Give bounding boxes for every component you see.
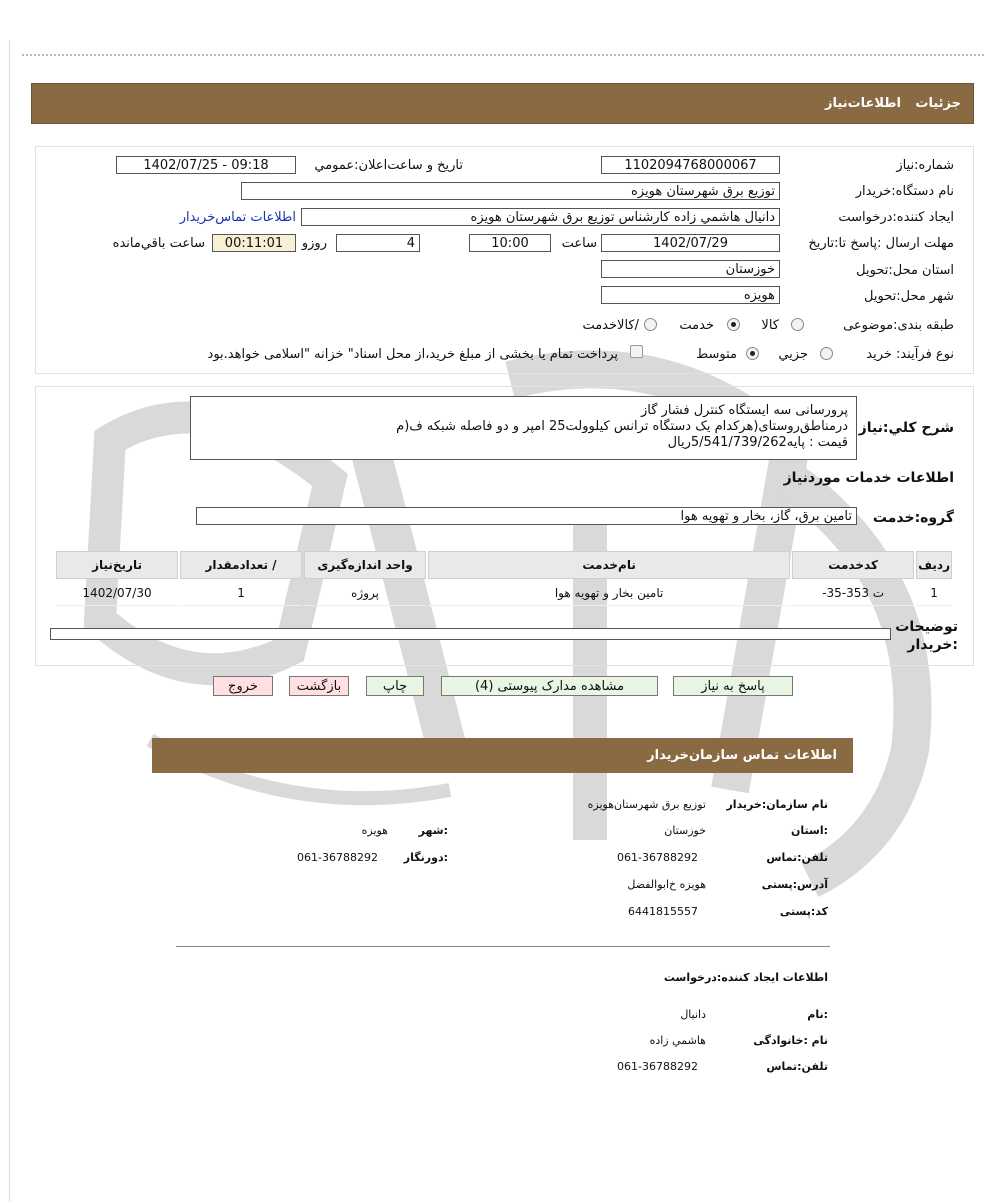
tab-details[interactable]: جزئيات [915, 96, 961, 111]
back-button[interactable]: بازگشت [289, 676, 349, 696]
top-dotted-divider [22, 54, 984, 56]
summary-line: درمناطق‌روستای(هرکدام یک دستگاه ترانس کیلوولت25 امپر و دو فاصله شبکه ف(م [396, 419, 848, 434]
contact-province-label: :استان [791, 824, 828, 837]
services-table [54, 549, 954, 608]
first-name-label: :نام [807, 1008, 828, 1021]
last-name-value: هاشمي زاده [649, 1034, 706, 1047]
address-value: هويزه خ‌ابوالفضل [627, 878, 706, 891]
postal-label: کد:پستی [779, 905, 828, 918]
category-goods-service-radio[interactable] [644, 318, 657, 331]
table-row [56, 581, 952, 606]
process-partial-radio[interactable] [820, 347, 833, 360]
fax-label: :دورنگار [403, 851, 448, 864]
col-quantity: / تعدادمقدار [180, 551, 302, 579]
category-label: طبقه بندی:موضوعی [843, 318, 954, 333]
contact-title: اطلاعات تماس سازمان‌خريدار [647, 748, 837, 763]
remaining-time-field: 00:11:01 [212, 234, 296, 252]
buyer-notes-field [50, 628, 891, 640]
announce-label: تاريخ و ساعت‌اعلان:عمومي [314, 158, 463, 173]
category-goods-service-label: /کالاخدمت [582, 318, 639, 333]
col-need-date: تاريخ‌نياز [56, 551, 178, 579]
creator-phone-value: 061-36788292 [617, 1060, 698, 1073]
summary-label: شرح کلي:نياز [858, 420, 954, 436]
col-service-name: نام‌خدمت [428, 551, 790, 579]
fax-value: 061-36788292 [297, 851, 378, 864]
left-border [9, 40, 10, 1202]
buyer-notes-label: توضيحات :خريدار [895, 619, 958, 653]
days-label: روزو [301, 236, 327, 251]
creator-field: دانيال هاشمي زاده کارشناس توزيع برق شهرستان هويزه [301, 208, 780, 226]
cell-quantity: 1 [180, 581, 302, 606]
process-label: نوع فرآيند: خريد [866, 347, 954, 362]
page-header [31, 83, 974, 124]
contact-divider [176, 946, 830, 947]
province-field: خوزستان [601, 260, 780, 278]
services-section-title: اطلاعات خدمات موردنياز [783, 470, 954, 486]
category-service-label: خدمت [679, 318, 714, 333]
summary-text [190, 396, 857, 460]
contact-city-value: هويزه [361, 824, 388, 837]
print-button[interactable]: چاپ [366, 676, 424, 696]
table-header-row [56, 551, 952, 579]
process-partial-label: جزيي [778, 347, 808, 362]
org-label: نام سازمان:خريدار [726, 798, 828, 811]
process-medium-label: متوسط [696, 347, 737, 362]
last-name-label: نام :خانوادگی [753, 1034, 828, 1047]
postal-value: 6441815557 [628, 905, 698, 918]
cell-service-code: ت 353-35- [792, 581, 914, 606]
cell-unit: پروژه [304, 581, 426, 606]
deadline-date-field: 1402/07/29 [601, 234, 780, 252]
summary-line: پرورسانی سه ایستگاه کنترل فشار گاز [640, 403, 848, 418]
category-service-radio[interactable] [727, 318, 740, 331]
city-label: شهر محل:تحويل [864, 289, 954, 304]
province-label: استان محل:تحويل [856, 263, 954, 278]
cell-need-date: 1402/07/30 [56, 581, 178, 606]
buyer-contact-link[interactable]: اطلاعات تماس‌خريدار [179, 210, 296, 225]
need-form-box [35, 146, 974, 374]
announce-field: 1402/07/25 - 09:18 [116, 156, 296, 174]
category-goods-radio[interactable] [791, 318, 804, 331]
category-goods-label: کالا [761, 318, 779, 333]
contact-province-value: خوزستان [664, 824, 706, 837]
buyer-field: توزيع برق شهرستان هويزه [241, 182, 780, 200]
col-unit: واحد اندازه‌گيری [304, 551, 426, 579]
contact-phone-label: تلفن:تماس [766, 851, 828, 864]
need-number-label: شماره:نیاز [896, 158, 954, 173]
process-medium-radio[interactable] [746, 347, 759, 360]
creator-label: ايجاد کننده:درخواست [838, 210, 954, 225]
contact-city-label: :شهر [418, 824, 448, 837]
days-field: 4 [336, 234, 420, 252]
exit-button[interactable]: خروج [213, 676, 273, 696]
creator-phone-label: تلفن:تماس [766, 1060, 828, 1073]
time-label: ساعت [561, 236, 597, 251]
creator-section-title: اطلاعات ايجاد کننده:درخواست [663, 971, 828, 984]
col-service-code: کدخدمت [792, 551, 914, 579]
remaining-label: ساعت باقي‌مانده [112, 236, 205, 251]
service-group-label: گروه:خدمت [872, 510, 954, 526]
contact-header [152, 738, 853, 773]
address-label: آدرس:پستی [761, 878, 828, 891]
treasury-payment-checkbox[interactable] [630, 345, 643, 358]
need-number-field: 1102094768000067 [601, 156, 780, 174]
service-group-field: تامين برق، گاز، بخار و تهويه هوا [196, 507, 857, 525]
reply-button[interactable]: پاسخ به نياز [673, 676, 793, 696]
buyer-label: نام دستگاه:خريدار [855, 184, 954, 199]
contact-phone-value: 061-36788292 [617, 851, 698, 864]
cell-row: 1 [916, 581, 952, 606]
tab-need-info[interactable]: اطلاعات‌نياز [825, 96, 901, 111]
col-row: رديف [916, 551, 952, 579]
payment-note: پرداخت تمام يا بخشی از مبلغ خريد،از محل اسناد" خزانه "اسلامی خواهد.بود [207, 347, 618, 362]
deadline-time-field: 10:00 [469, 234, 551, 252]
cell-service-name: تامين بخار و تهويه هوا [428, 581, 790, 606]
summary-line: قیمت : پایه5/541/739/262ریال [667, 435, 848, 450]
deadline-label: مهلت ارسال :پاسخ تا:تاريخ [808, 236, 954, 251]
org-value: توزيع برق شهرستان‌هويزه [587, 798, 706, 811]
view-documents-button[interactable]: مشاهده مدارک پيوستی (4) [441, 676, 658, 696]
city-field: هويزه [601, 286, 780, 304]
first-name-value: دانيال [680, 1008, 706, 1021]
